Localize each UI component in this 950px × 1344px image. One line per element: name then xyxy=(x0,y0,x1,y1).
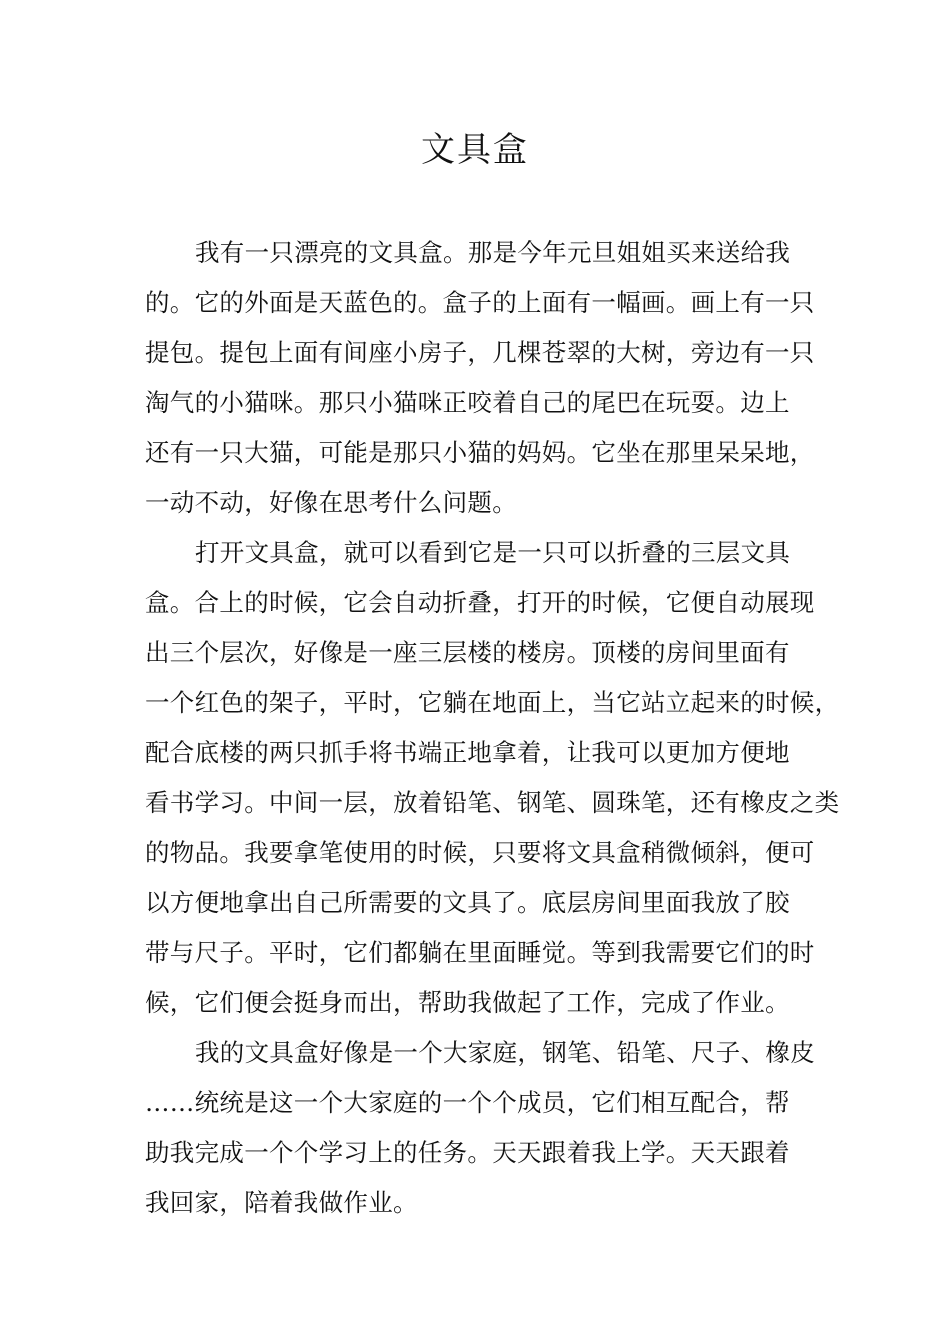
document-body xyxy=(145,228,840,1228)
paragraph-line: 看书学习。中间一层，放着铅笔、钢笔、圆珠笔，还有橡皮之类 xyxy=(145,788,840,817)
paragraph-line: 淘气的小猫咪。那只小猫咪正咬着自己的尾巴在玩耍。边上 xyxy=(145,388,790,417)
paragraph-line: 候，它们便会挺身而出，帮助我做起了工作，完成了作业。 xyxy=(145,988,790,1017)
paragraph-3 xyxy=(145,1028,825,1228)
paragraph-line: 出三个层次，好像是一座三层楼的楼房。顶楼的房间里面有 xyxy=(145,638,790,667)
paragraph-line: 配合底楼的两只抓手将书端正地拿着，让我可以更加方便地 xyxy=(145,738,790,767)
paragraph-line: 我回家，陪着我做作业。 xyxy=(145,1188,418,1217)
paragraph-line: 助我完成一个个学习上的任务。天天跟着我上学。天天跟着 xyxy=(145,1138,790,1167)
paragraph-line: 提包。提包上面有间座小房子，几棵苍翠的大树，旁边有一只 xyxy=(145,338,815,367)
paragraph-line: ……统统是这一个大家庭的一个个成员，它们相互配合，帮 xyxy=(145,1088,790,1117)
paragraph-line: 一个红色的架子，平时，它躺在地面上，当它站立起来的时候， xyxy=(145,688,840,717)
document-title: 文具盒 xyxy=(421,130,529,170)
paragraph-line: 的。它的外面是天蓝色的。盒子的上面有一幅画。画上有一只 xyxy=(145,288,815,317)
paragraph-2 xyxy=(145,528,840,1028)
paragraph-line: 带与尺子。平时，它们都躺在里面睡觉。等到我需要它们的时 xyxy=(145,938,815,967)
paragraph-line: 以方便地拿出自己所需要的文具了。底层房间里面我放了胶 xyxy=(145,888,790,917)
paragraph-line: 的物品。我要拿笔使用的时候，只要将文具盒稍微倾斜，便可 xyxy=(145,838,815,867)
paragraph-line: 盒。合上的时候，它会自动折叠，打开的时候，它便自动展现 xyxy=(145,588,815,617)
paragraph-line: 我的文具盒好像是一个大家庭，钢笔、铅笔、尺子、橡皮 xyxy=(195,1038,815,1067)
paragraph-line: 一动不动，好像在思考什么问题。 xyxy=(145,488,517,517)
paragraph-line: 我有一只漂亮的文具盒。那是今年元旦姐姐买来送给我 xyxy=(195,238,791,267)
paragraph-1 xyxy=(145,228,825,528)
paragraph-line: 打开文具盒，就可以看到它是一只可以折叠的三层文具 xyxy=(195,538,791,567)
paragraph-line: 还有一只大猫，可能是那只小猫的妈妈。它坐在那里呆呆地， xyxy=(145,438,815,467)
